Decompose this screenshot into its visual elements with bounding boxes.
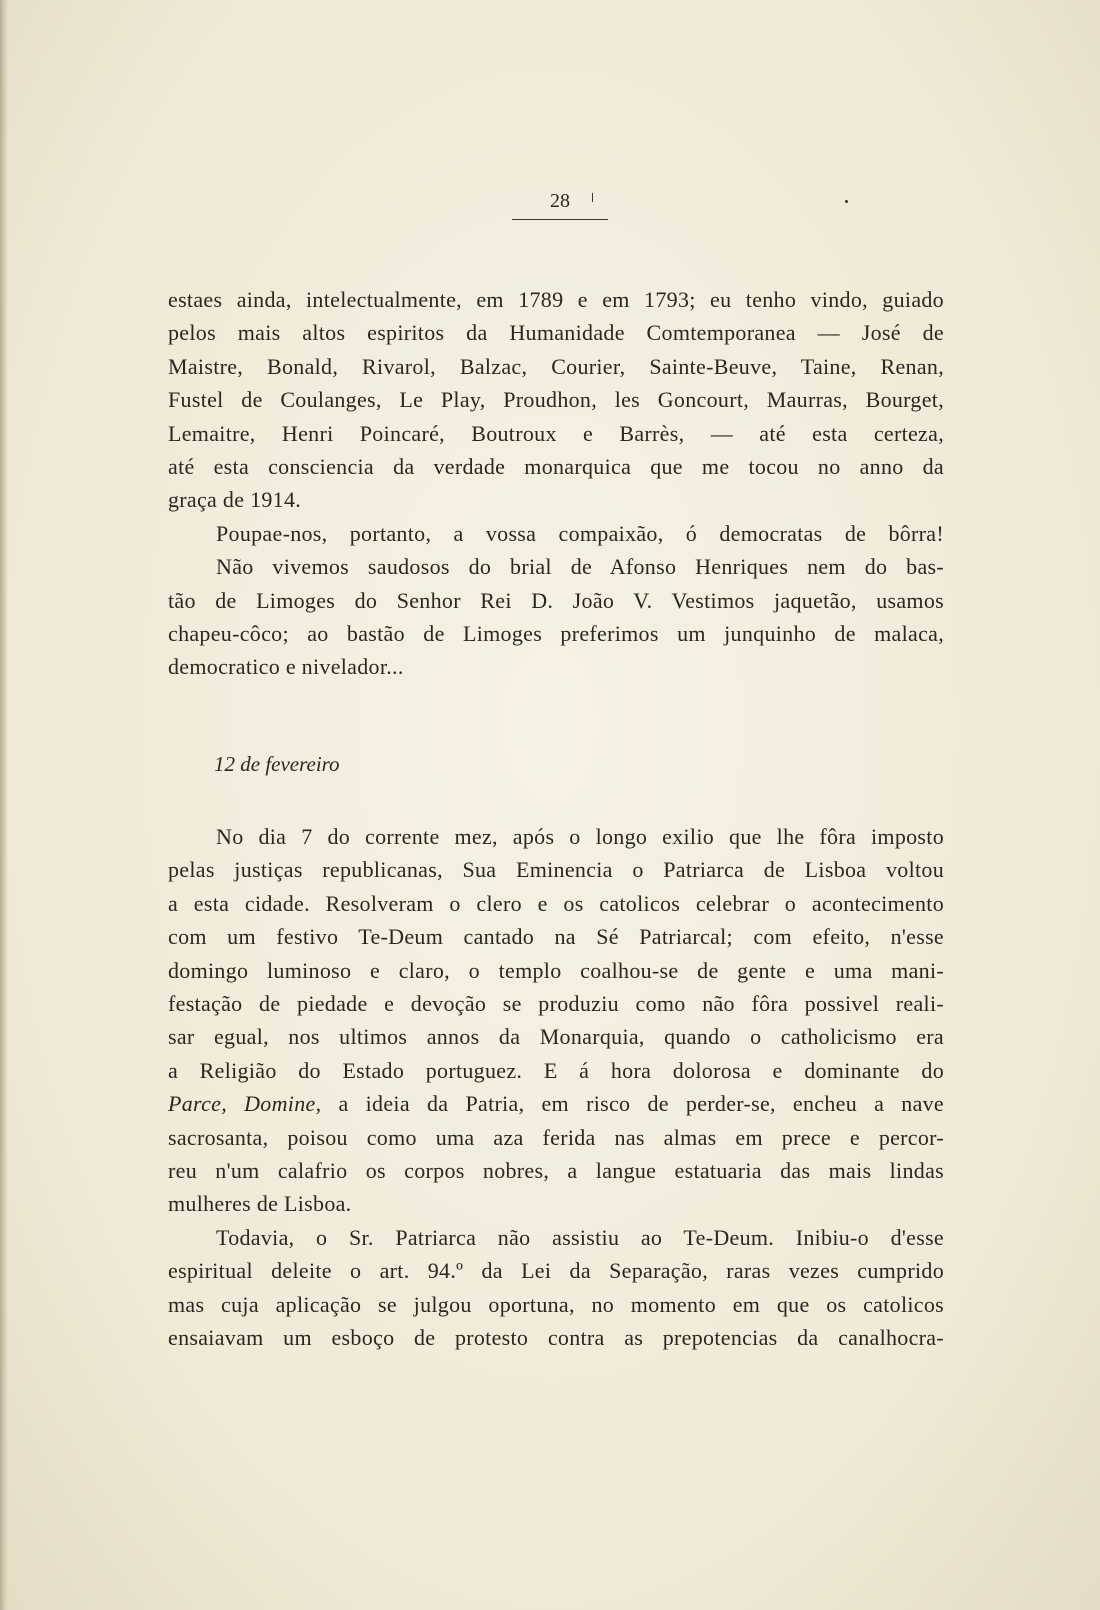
- text-line: sar egual, nos ultimos annos da Monarquia, quando o catholicismo era: [168, 1024, 944, 1050]
- text-line: estaes ainda, intelectualmente, em 1789 e em 1793; eu tenho vindo, guiado: [168, 287, 944, 312]
- text-line: graça de 1914.: [168, 487, 302, 513]
- paragraph-block-1: [168, 283, 944, 684]
- text-line: Parce, Domine, a ideia da Patria, em risco de perder-se, encheu a nave: [168, 1091, 945, 1117]
- text-line: pelos mais altos espiritos da Humanidade Comtemporanea — José de: [168, 320, 944, 346]
- text-line: espiritual deleite o art. 94.º da Lei da Separação, raras vezes cumprido: [168, 1258, 944, 1284]
- print-mark: [592, 193, 593, 202]
- text-line: domingo luminoso e claro, o templo coalhou-se de gente e uma mani-: [168, 957, 944, 983]
- text-line: sacrosanta, poisou como uma aza ferida nas almas em prece e percor-: [168, 1124, 944, 1150]
- page-binding-edge: [0, 0, 8, 1610]
- text-line: até esta consciencia da verdade monarquica que me tocou no anno da: [168, 454, 944, 480]
- text-line: Todavia, o Sr. Patriarca não assistiu ao Te-Deum. Inibiu-o d'esse: [216, 1224, 944, 1250]
- text-line: ensaiavam um esboço de protesto contra as prepotencias da canalhocra-: [168, 1325, 944, 1351]
- text-line: a esta cidade. Resolveram o clero e os catolicos celebrar o acontecimento: [168, 890, 944, 916]
- print-dot: [845, 200, 848, 203]
- paragraph-block-2: [168, 820, 944, 1355]
- text-line: chapeu-côco; ao bastão de Limoges preferimos um junquinho de malaca,: [168, 621, 944, 647]
- section-date-heading: 12 de fevereiro: [214, 752, 340, 776]
- text-line: pelas justiças republicanas, Sua Eminencia o Patriarca de Lisboa voltou: [168, 857, 944, 883]
- text-line: Lemaitre, Henri Poincaré, Boutroux e Barrès, — até esta certeza,: [168, 420, 944, 446]
- latin-phrase: Parce, Domine: [168, 1091, 316, 1117]
- text-line: mas cuja aplicação se julgou oportuna, no momento em que os catolicos: [168, 1291, 944, 1317]
- text-line: a Religião do Estado portuguez. E á hora dolorosa e dominante do: [168, 1057, 944, 1083]
- text-line: Maistre, Bonald, Rivarol, Balzac, Courier, Sainte-Beuve, Taine, Renan,: [168, 353, 944, 379]
- text-line: No dia 7 do corrente mez, após o longo exilio que lhe fôra imposto: [216, 824, 944, 849]
- text-line: Não vivemos saudosos do brial de Afonso Henriques nem do bas-: [216, 554, 944, 580]
- text-line: mulheres de Lisboa.: [168, 1191, 352, 1217]
- text-line: tão de Limoges do Senhor Rei D. João V. Vestimos jaquetão, usamos: [168, 587, 944, 613]
- text-line: Fustel de Coulanges, Le Play, Proudhon, les Goncourt, Maurras, Bourget,: [168, 387, 944, 413]
- page-number: 28: [550, 190, 570, 212]
- header-rule: [512, 219, 608, 220]
- text-line: reu n'um calafrio os corpos nobres, a langue estatuaria das mais lindas: [168, 1158, 944, 1184]
- text-line: festação de piedade e devoção se produziu como não fôra possivel reali-: [168, 991, 944, 1017]
- page-header: [512, 190, 608, 220]
- text-line: com um festivo Te-Deum cantado na Sé Patriarcal; com efeito, n'esse: [168, 924, 944, 950]
- text-line: democratico e nivelador...: [168, 654, 404, 680]
- text-line: Poupae-nos, portanto, a vossa compaixão, ó democratas de bôrra!: [216, 520, 944, 546]
